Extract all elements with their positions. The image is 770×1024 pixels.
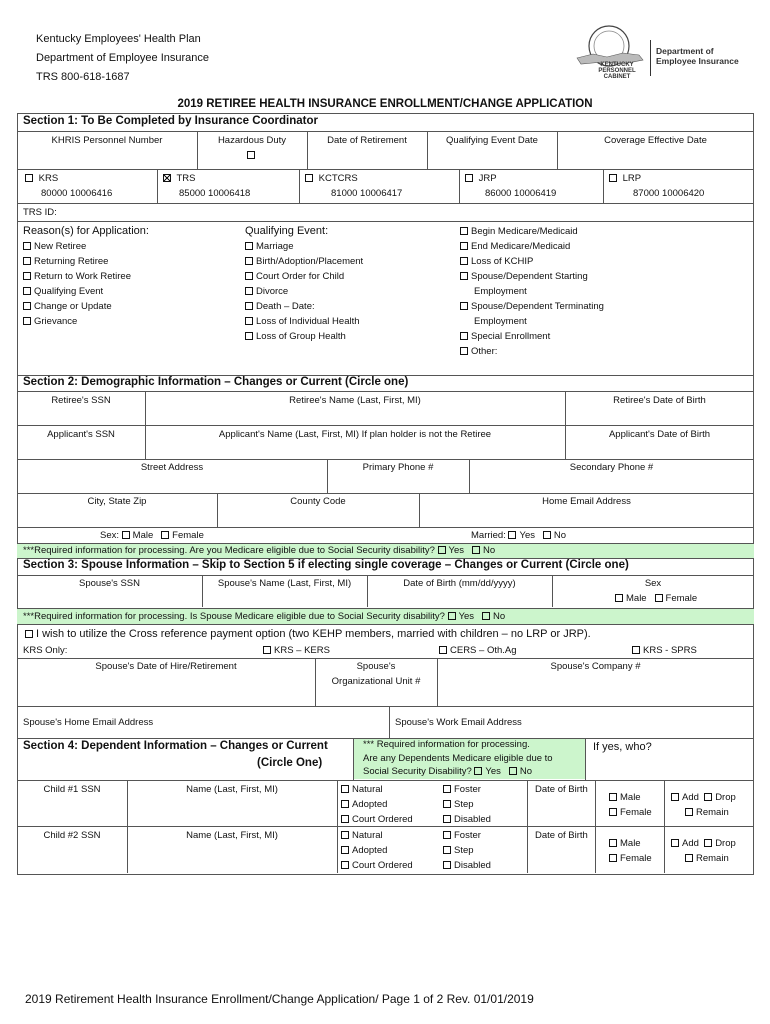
child-ssn-label: Child #2 SSN [43, 830, 101, 841]
qualifying-event-checkbox[interactable] [245, 272, 253, 280]
lrp-codes: 87000 10006420 [633, 188, 705, 199]
lrp-checkbox[interactable] [609, 174, 617, 182]
kctcrs-checkbox[interactable] [305, 174, 313, 182]
remain-checkbox[interactable] [685, 854, 693, 862]
qualifying-event-2-item[interactable]: Begin Medicare/Medicaid [460, 224, 604, 239]
svg-text:KENTUCKY: KENTUCKY [600, 62, 634, 68]
agency-line-2: Department of Employee Insurance [36, 52, 210, 64]
cross-reference-option[interactable]: I wish to utilize the Cross reference payment option (two KEHP members, married with children – no LRP or JRP). [25, 627, 591, 642]
street-address-label: Street Address [140, 462, 204, 473]
form-grid [17, 113, 754, 875]
if-yes-who-field[interactable]: If yes, who? [593, 741, 652, 753]
child-sex-options[interactable]: Male Female [609, 836, 652, 866]
column-divider [595, 827, 596, 873]
krs-codes: 80000 10006416 [41, 188, 113, 199]
retiree-name-label: Retiree's Name (Last, First, MI) [289, 395, 421, 406]
reason-checkbox[interactable] [23, 287, 31, 295]
qualifying-event-item[interactable]: Birth/Adoption/Placement [245, 254, 363, 269]
qualifying-event-item[interactable]: Death – Date: [245, 299, 363, 314]
kentucky-seal-logo [573, 24, 647, 80]
qualifying-event-list-2 [460, 224, 604, 359]
spouse-org-unit-label: Spouse's Organizational Unit # [331, 661, 421, 687]
system-kctcrs[interactable]: KCTCRS [305, 171, 358, 186]
reason-item[interactable]: Change or Update [23, 299, 131, 314]
spouse-hire-date-label: Spouse's Date of Hire/Retirement [95, 661, 237, 672]
krs-only-label: KRS Only: [23, 645, 68, 656]
reason-checkbox[interactable] [23, 317, 31, 325]
married-field[interactable]: Married: Yes No [471, 530, 567, 541]
qualifying-event-checkbox[interactable] [245, 257, 253, 265]
qualifying-event-2-item[interactable]: Spouse/Dependent Terminating [460, 299, 604, 314]
add-checkbox[interactable] [671, 839, 679, 847]
foster-checkbox[interactable] [443, 831, 451, 839]
spouse-home-email-label: Spouse's Home Email Address [23, 717, 154, 728]
child-action-options[interactable]: Add Drop Remain [671, 790, 736, 820]
city-state-zip-label: City, State Zip [87, 496, 147, 507]
section-4-heading: Section 4: Dependent Information – Changes or Current [23, 740, 328, 752]
qualifying-event-checkbox[interactable] [245, 287, 253, 295]
qualifying-event-checkbox[interactable] [245, 242, 253, 250]
medicare-no-checkbox[interactable] [472, 546, 480, 554]
step-checkbox[interactable] [443, 846, 451, 854]
adopted-checkbox[interactable] [341, 846, 349, 854]
reason-checkbox[interactable] [23, 257, 31, 265]
qualifying-event-2-checkbox[interactable] [460, 257, 468, 265]
qualifying-event-2-checkbox[interactable] [460, 272, 468, 280]
qualifying-event-2-item[interactable]: Special Enrollment [460, 329, 604, 344]
child-male-checkbox[interactable] [609, 793, 617, 801]
child-female-checkbox[interactable] [609, 808, 617, 816]
agency-header [36, 30, 209, 87]
logo-divider [650, 40, 651, 76]
hazardous-duty-label: Hazardous Duty [217, 135, 287, 146]
child-status-options[interactable]: Foster Step Disabled [443, 828, 491, 873]
krs-sprs-option[interactable]: KRS - SPRS [632, 643, 697, 658]
natural-checkbox[interactable] [341, 831, 349, 839]
qualifying-event-2-item[interactable]: Spouse/Dependent Starting [460, 269, 604, 284]
qualifying-event-title: Qualifying Event: [245, 225, 329, 237]
page-footer: 2019 Retirement Health Insurance Enrollment/Change Application/ Page 1 of 2 Rev. 01/01/2019 [25, 992, 534, 1006]
drop-checkbox[interactable] [704, 793, 712, 801]
agency-phone: TRS 800-618-1687 [36, 71, 130, 83]
court-ordered-checkbox[interactable] [341, 815, 349, 823]
county-code-label: County Code [290, 496, 346, 507]
coverage-effective-label: Coverage Effective Date [604, 135, 707, 146]
dept-logo-text [656, 46, 739, 66]
krs-checkbox[interactable] [25, 174, 33, 182]
adopted-checkbox[interactable] [341, 800, 349, 808]
column-divider [664, 781, 665, 827]
child-ssn-label: Child #1 SSN [43, 784, 101, 795]
spouse-name-label: Spouse's Name (Last, First, MI) [217, 578, 352, 589]
section-3-heading: Section 3: Spouse Information – Skip to Section 5 if electing single coverage – Changes or Current (Circle one) [23, 559, 629, 571]
khris-label: KHRIS Personnel Number [51, 135, 163, 146]
home-email-label: Home Email Address [542, 496, 631, 507]
qualifying-event-item[interactable]: Divorce [245, 284, 363, 299]
spouse-ssn-label: Spouse's SSN [79, 578, 140, 589]
natural-checkbox[interactable] [341, 785, 349, 793]
reasons-title: Reason(s) for Application: [23, 225, 149, 237]
child-sex-options[interactable]: Male Female [609, 790, 652, 820]
section-2-heading: Section 2: Demographic Information – Changes or Current (Circle one) [23, 376, 409, 388]
dependent-medicare-no-checkbox[interactable] [509, 767, 517, 775]
reason-item[interactable]: Qualifying Event [23, 284, 131, 299]
sex-female-checkbox[interactable] [161, 531, 169, 539]
column-divider [527, 827, 528, 873]
qualifying-event-item[interactable]: Loss of Group Health [245, 329, 363, 344]
column-divider [664, 827, 665, 873]
spouse-medicare-notice[interactable]: ***Required information for processing. Is Spouse Medicare eligible due to Social Security disability? Yes No [23, 611, 506, 622]
column-divider [127, 827, 128, 873]
reason-item[interactable]: Return to Work Retiree [23, 269, 131, 284]
agency-line-1: Kentucky Employees' Health Plan [36, 33, 201, 45]
qualifying-event-2-item: Employment [474, 286, 527, 297]
cross-reference-checkbox[interactable] [25, 630, 33, 638]
column-divider [127, 781, 128, 827]
cers-option[interactable]: CERS – Oth.Ag [439, 643, 517, 658]
system-lrp[interactable]: LRP [609, 171, 641, 186]
reason-item[interactable]: Grievance [23, 314, 131, 329]
kctcrs-codes: 81000 10006417 [331, 188, 403, 199]
system-jrp[interactable]: JRP [465, 171, 497, 186]
qualifying-event-2-checkbox[interactable] [460, 347, 468, 355]
child-dob-label: Date of Birth [535, 830, 588, 841]
child-status-options[interactable]: Foster Step Disabled [443, 782, 491, 827]
krs-kers-option[interactable]: KRS – KERS [263, 643, 330, 658]
qualifying-event-2-checkbox[interactable] [460, 302, 468, 310]
married-no-checkbox[interactable] [543, 531, 551, 539]
child-male-checkbox[interactable] [609, 839, 617, 847]
child-action-options[interactable]: Add Drop Remain [671, 836, 736, 866]
sex-field[interactable]: Sex: Male Female [100, 530, 204, 541]
dependent-medicare-yes-checkbox[interactable] [474, 767, 482, 775]
dept-logo-line-2: Employee Insurance [656, 56, 739, 66]
krs-kers-checkbox[interactable] [263, 646, 271, 654]
krs-sprs-checkbox[interactable] [632, 646, 640, 654]
court-ordered-checkbox[interactable] [341, 861, 349, 869]
add-checkbox[interactable] [671, 793, 679, 801]
trs-codes: 85000 10006418 [179, 188, 251, 199]
child-female-checkbox[interactable] [609, 854, 617, 862]
retiree-ssn-label: Retiree's SSN [51, 395, 111, 406]
child-relation-options[interactable]: Natural Adopted Court Ordered [341, 782, 413, 827]
dept-logo-line-1: Department of [656, 46, 714, 56]
drop-checkbox[interactable] [704, 839, 712, 847]
spouse-medicare-yes-checkbox[interactable] [448, 612, 456, 620]
svg-text:PERSONNEL: PERSONNEL [598, 68, 636, 74]
primary-phone-label: Primary Phone # [362, 462, 434, 473]
remain-checkbox[interactable] [685, 808, 693, 816]
child-relation-options[interactable]: Natural Adopted Court Ordered [341, 828, 413, 873]
qualifying-event-2-checkbox[interactable] [460, 332, 468, 340]
column-divider [337, 781, 338, 827]
system-krs[interactable]: KRS [25, 171, 58, 186]
medicare-yes-checkbox[interactable] [438, 546, 446, 554]
reasons-list [23, 239, 131, 329]
spouse-dob-label: Date of Birth (mm/dd/yyyy) [403, 578, 516, 589]
spouse-work-email-label: Spouse's Work Email Address [395, 717, 522, 728]
spouse-male-checkbox[interactable] [615, 594, 623, 602]
spouse-company-label: Spouse's Company # [550, 661, 641, 672]
section-4-heading-2: (Circle One) [257, 757, 323, 769]
trs-checkbox-checked[interactable] [163, 174, 171, 182]
system-trs[interactable]: TRS [163, 171, 195, 186]
qualifying-event-2-item[interactable]: Other: [460, 344, 604, 359]
reason-item[interactable]: Returning Retiree [23, 254, 131, 269]
medicare-required-notice[interactable]: ***Required information for processing. Are you Medicare eligible due to Social Security disability? Yes No [23, 545, 496, 556]
disabled-checkbox[interactable] [443, 815, 451, 823]
married-yes-checkbox[interactable] [508, 531, 516, 539]
applicant-dob-label: Applicant's Date of Birth [608, 429, 711, 440]
document-title: 2019 RETIREE HEALTH INSURANCE ENROLLMENT/CHANGE APPLICATION [177, 98, 593, 110]
hazardous-duty-checkbox[interactable] [247, 151, 255, 159]
qualifying-event-2-item[interactable]: End Medicare/Medicaid [460, 239, 604, 254]
retirement-date-label: Date of Retirement [327, 135, 407, 146]
reason-checkbox[interactable] [23, 272, 31, 280]
step-checkbox[interactable] [443, 800, 451, 808]
spouse-sex-field[interactable]: Male Female [615, 591, 697, 606]
spouse-medicare-no-checkbox[interactable] [482, 612, 490, 620]
qualifying-event-item[interactable]: Court Order for Child [245, 269, 363, 284]
qualifying-event-2-item[interactable]: Loss of KCHIP [460, 254, 604, 269]
reason-item[interactable]: New Retiree [23, 239, 131, 254]
qualifying-event-2-checkbox[interactable] [460, 227, 468, 235]
trs-id-field[interactable]: TRS ID: [23, 207, 57, 218]
qualifying-event-list [245, 239, 363, 344]
qualifying-event-2-checkbox[interactable] [460, 242, 468, 250]
reason-checkbox[interactable] [23, 302, 31, 310]
spouse-female-checkbox[interactable] [655, 594, 663, 602]
sex-male-checkbox[interactable] [122, 531, 130, 539]
child-dob-label: Date of Birth [535, 784, 588, 795]
child-name-label: Name (Last, First, MI) [186, 830, 278, 841]
column-divider [527, 781, 528, 827]
qualifying-event-checkbox[interactable] [245, 317, 253, 325]
qualifying-event-2-item: Employment [474, 316, 527, 327]
dependent-medicare-notice[interactable]: *** Required information for processing. Are any Dependents Medicare eligible due to Social Security Disability? Yes No [363, 739, 553, 777]
section-1-heading: Section 1: To Be Completed by Insurance Coordinator [23, 115, 318, 127]
jrp-checkbox[interactable] [465, 174, 473, 182]
qualifying-event-checkbox[interactable] [245, 332, 253, 340]
spouse-sex-label: Sex [644, 578, 662, 589]
disabled-checkbox[interactable] [443, 861, 451, 869]
retiree-dob-label: Retiree's Date of Birth [613, 395, 706, 406]
svg-text:CABINET: CABINET [603, 74, 631, 80]
applicant-ssn-label: Applicant's SSN [47, 429, 115, 440]
hazardous-duty-field[interactable] [197, 148, 307, 163]
cers-checkbox[interactable] [439, 646, 447, 654]
qualifying-event-checkbox[interactable] [245, 302, 253, 310]
qualifying-event-item[interactable]: Loss of Individual Health [245, 314, 363, 329]
column-divider [337, 827, 338, 873]
applicant-name-label: Applicant's Name (Last, First, MI) If plan holder is not the Retiree [218, 429, 492, 440]
qualifying-event-item[interactable]: Marriage [245, 239, 363, 254]
child-name-label: Name (Last, First, MI) [186, 784, 278, 795]
reason-checkbox[interactable] [23, 242, 31, 250]
secondary-phone-label: Secondary Phone # [569, 462, 654, 473]
column-divider [595, 781, 596, 827]
jrp-codes: 86000 10006419 [485, 188, 557, 199]
qualifying-event-date-label: Qualifying Event Date [446, 135, 538, 146]
foster-checkbox[interactable] [443, 785, 451, 793]
